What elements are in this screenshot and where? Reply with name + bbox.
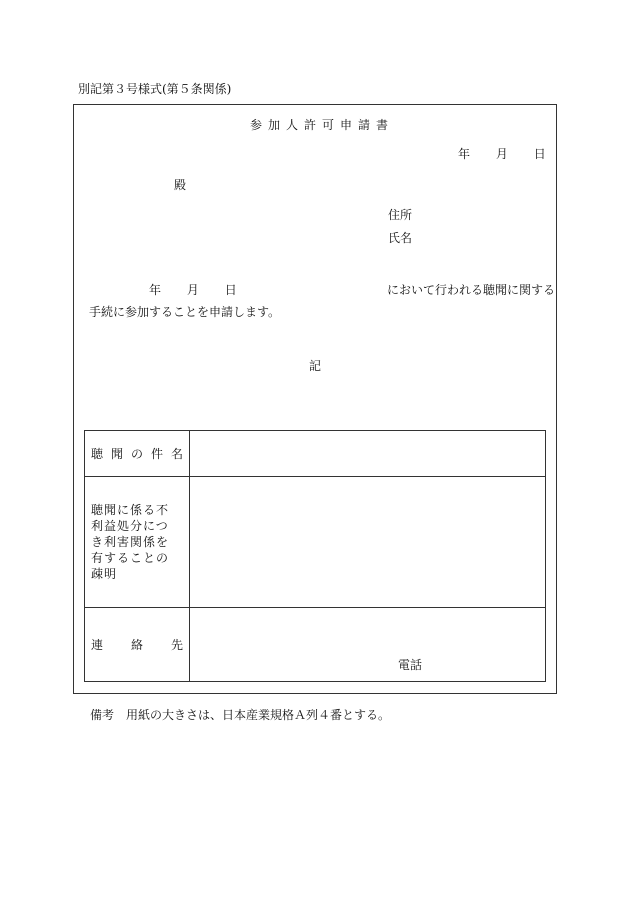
form-title: 参加人許可申請書: [250, 118, 395, 132]
contact-label: [91, 636, 183, 653]
footer-note: 備考 用紙の大きさは、日本産業規格Ａ列４番とする。: [90, 708, 391, 722]
submission-date: [458, 145, 546, 162]
date-day: 日: [533, 147, 546, 161]
interest-label-cell: [85, 477, 190, 608]
body-line1-tail: において行われる聴聞に関する: [387, 283, 556, 297]
subject-label-char: [91, 445, 183, 462]
subject-value-cell[interactable]: [190, 431, 546, 477]
contact-label-cell: [85, 608, 190, 682]
table-row: [85, 608, 546, 682]
contact-value-cell[interactable]: [190, 608, 546, 682]
contact-label-char: 連: [91, 638, 104, 652]
subject-label: [91, 445, 183, 462]
addressee-suffix: 殿: [174, 178, 187, 192]
body-month: 月: [186, 283, 199, 297]
interest-label: 聴聞に係る不利益処分につき利害関係を有することの疎明: [91, 503, 170, 581]
date-year: 年: [458, 147, 471, 161]
date-month: 月: [495, 147, 508, 161]
phone-label: 電話: [398, 658, 423, 672]
contact-label-char: 先: [170, 638, 183, 652]
subject-label-cell: [85, 431, 190, 477]
body-year: 年: [149, 283, 162, 297]
body-line2: 手続に参加することを申請します。: [89, 305, 281, 319]
body-day: 日: [224, 283, 237, 297]
contact-label-char: 絡: [130, 638, 143, 652]
ki-heading: 記: [309, 359, 322, 373]
details-table: [84, 430, 546, 682]
subject-label-char: 聞: [110, 447, 123, 461]
header-note: 別記第３号様式(第５条関係): [78, 82, 232, 96]
subject-label-char: 件: [150, 447, 163, 461]
subject-label-char: 聴: [91, 447, 104, 461]
table-row: [85, 477, 546, 608]
subject-label-char: 名: [170, 447, 183, 461]
subject-label-char: の: [130, 447, 143, 461]
interest-value-cell[interactable]: [190, 477, 546, 608]
applicant-name-label: 氏名: [388, 231, 413, 245]
body-date: [149, 281, 237, 298]
applicant-address-label: 住所: [388, 208, 413, 222]
table-row: [85, 431, 546, 477]
